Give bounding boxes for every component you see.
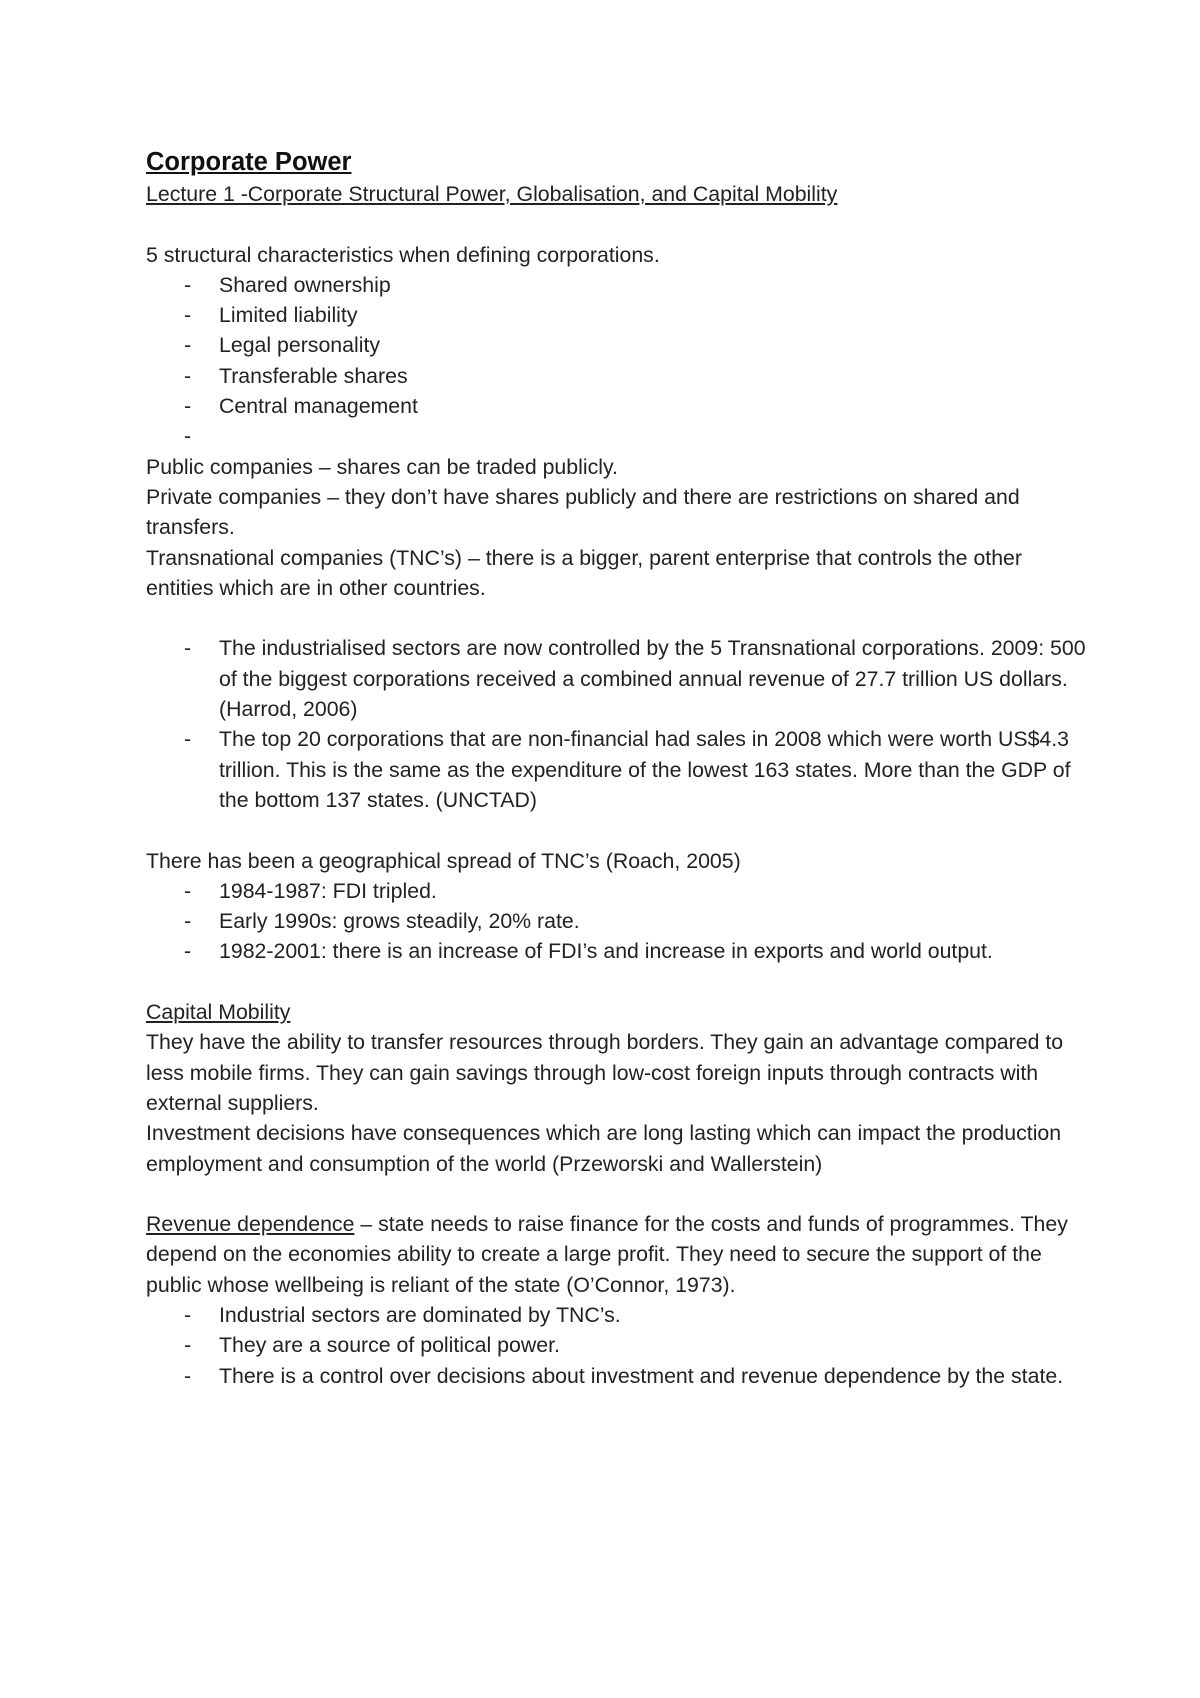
characteristics-intro: 5 structural characteristics when defining corporations. bbox=[146, 242, 660, 267]
capital-mobility-heading: Capital Mobility bbox=[146, 1000, 291, 1025]
empty-list-item bbox=[146, 421, 1086, 451]
list-item: - The top 20 corporations that are non-financial had sales in 2008 which were worth US$4.3 trillion. This is the same as the expenditure of the lowest 163 states. More than the GDP of the bottom 137 states. (UNCTAD) bbox=[146, 724, 1086, 815]
list-item: - Industrial sectors are dominated by TNC’s. bbox=[146, 1300, 1086, 1330]
list-item: - Legal personality bbox=[146, 330, 1086, 360]
characteristics-list bbox=[146, 270, 1086, 452]
investment-paragraph: Investment decisions have consequences which are long lasting which can impact the production employment and consumption of the world (Przeworski and Wallerstein) bbox=[146, 1121, 1062, 1176]
public-companies: Public companies – shares can be traded publicly. bbox=[146, 454, 618, 479]
list-item: - There is a control over decisions about investment and revenue dependence by the state. bbox=[146, 1361, 1086, 1391]
document-title: Corporate Power bbox=[146, 148, 352, 176]
revenue-list bbox=[146, 1300, 1086, 1391]
revenue-text: – state needs to raise finance for the costs and funds of programmes. They depend on the economies ability to create a large profit. They need to secure the support of the public whose wellbeing is reliant of the state (O’Connor, 1973). bbox=[146, 1212, 1068, 1297]
spacer bbox=[146, 209, 1086, 239]
revenue-term: Revenue dependence bbox=[146, 1212, 355, 1237]
lecture-subtitle: Lecture 1 -Corporate Structural Power, Globalisation, and Capital Mobility bbox=[146, 182, 838, 206]
spacer bbox=[146, 603, 1086, 633]
revenue-paragraph bbox=[146, 1209, 1086, 1300]
spacer bbox=[146, 1179, 1086, 1209]
list-item: - Early 1990s: grows steadily, 20% rate. bbox=[146, 906, 1086, 936]
spacer bbox=[146, 967, 1086, 997]
transnational-companies: Transnational companies (TNC’s) – there is a bigger, parent enterprise that controls the other entities which are in other countries. bbox=[146, 545, 1022, 600]
private-companies: Private companies – they don’t have shares publicly and there are restrictions on shared and transfers. bbox=[146, 484, 1020, 540]
list-item: - Limited liability bbox=[146, 300, 1086, 330]
geo-list bbox=[146, 876, 1086, 967]
geo-intro: There has been a geographical spread of TNC’s (Roach, 2005) bbox=[146, 848, 741, 873]
list-item: - The industrialised sectors are now controlled by the 5 Transnational corporations. 2009: 500 of the biggest corporations received a combined annual revenue of 27.7 trillion US dollars. (Harrod, 2006) bbox=[146, 633, 1086, 724]
stats-list bbox=[146, 633, 1086, 815]
list-item: - 1982-2001: there is an increase of FDI’s and increase in exports and world output. bbox=[146, 936, 1086, 966]
list-item: - 1984-1987: FDI tripled. bbox=[146, 876, 1086, 906]
list-item: - Shared ownership bbox=[146, 270, 1086, 300]
list-item: - They are a source of political power. bbox=[146, 1330, 1086, 1360]
spacer bbox=[146, 815, 1086, 845]
capital-mobility-paragraph: They have the ability to transfer resources through borders. They gain an advantage compared to less mobile firms. They can gain savings through low-cost foreign inputs through contracts with external suppliers. bbox=[146, 1030, 1064, 1115]
list-item: - Transferable shares bbox=[146, 361, 1086, 391]
document-page bbox=[146, 145, 1086, 1391]
list-item: - Central management bbox=[146, 391, 1086, 421]
